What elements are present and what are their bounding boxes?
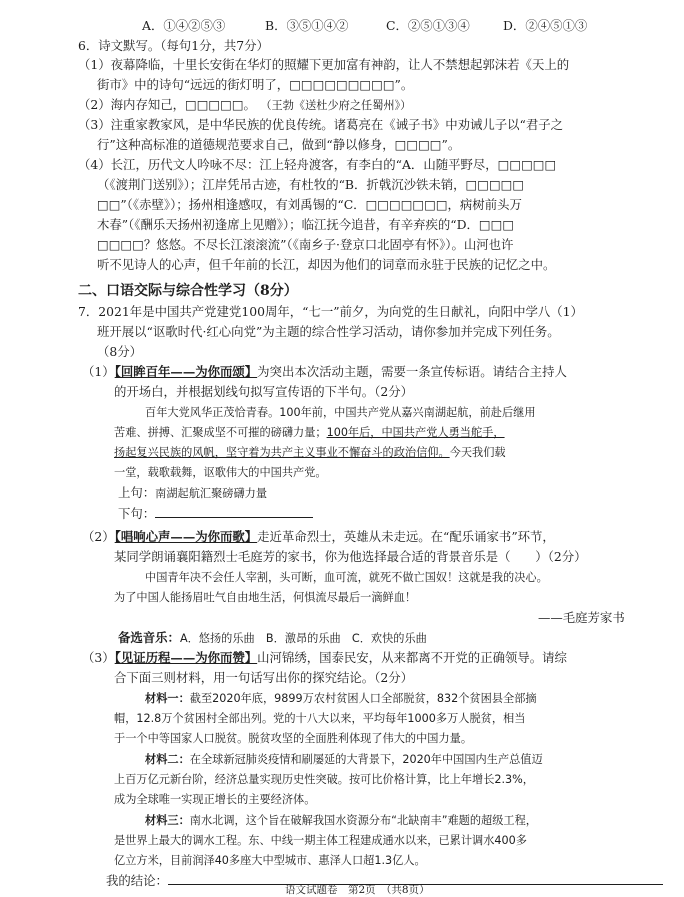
page-footer: 语文试题卷 第2页 （共8页） [285,884,430,896]
q7-intro-line3: （8分） [97,344,143,359]
host-speech-line3 [114,445,506,461]
material-3-label: 材料三： [145,814,190,827]
q6-s2 [78,97,411,114]
q6-s4-line1: （4）长江，历代文人吟咏不尽：江上轻舟渡客，有李白的“A．山随平野尽，□□□□□ [78,157,557,172]
q7-p1-line1 [82,364,567,380]
q6-s2-text: （2）海内存知己，□□□□□。 [78,97,256,112]
q7-p2-text2: 某同学朗诵襄阳籍烈士毛庭芳的家书，你为他选择最合适的背景音乐是（ ）（2分） [114,549,587,564]
q5-option-c: C．②⑤①③④ [386,18,470,33]
q6-s2-source: （王勃《送杜少府之任蜀州》） [265,99,412,112]
q7-p2-num: （2） [82,529,115,544]
material-3-line1 [145,813,537,829]
q7-p1-text2: 的开场白，并根据划线句拟写宣传语的下半句。（2分） [114,384,414,399]
q7-p2-head: 【唱响心声——为你而歌】 [114,529,258,544]
material-3-line3: 亿立方米，目前润泽40多座大中型城市、惠泽人口超1.3亿人。 [114,854,426,867]
material-2-text1: 在全球新冠肺炎疫情和刷屡延的大背景下，2020年中国国内生产总值迈 [189,753,543,766]
section-2-title: 二、口语交际与综合性学习（8分） [78,283,298,299]
q6-s1-line2: 街市》中的诗句“远远的街灯明了，□□□□□□□□□”。 [97,77,414,92]
material-2-line3: 成为全球唯一实现正增长的主要经济体。 [114,793,316,806]
lower-answer-blank[interactable] [155,505,313,518]
material-1-label: 材料一： [145,692,190,705]
host-speech-line2 [114,425,505,441]
lower-line [118,505,313,522]
host-speech-seg1: 苦难、拼搏、汇聚成坚不可摧的磅礴力量； [114,426,327,439]
music-options-list: A．悠扬的乐曲 B．激昂的乐曲 C．欢快的乐曲 [179,632,427,645]
q7-p2-text1: 走近革命烈士，英雄从未走远。在“配乐诵家书”环节， [257,529,555,544]
q6-s4-line6: 听不见诗人的心声，但千年前的长江，却因为他们的词章而永驻于民族的记忆之中。 [97,257,556,272]
q6-title: 6．诗文默写。（每句1分，共7分） [78,38,269,53]
q6-s4-line3: □□”（《赤壁》）；扬州相逢感叹，有刘禹锡的“C．□□□□□□□，病树前头万 [97,197,522,212]
music-options-label: 备选音乐： [118,630,180,645]
q7-p3-text2: 合下面三则材料，用一句话写出你的探究结论。（2分） [114,670,414,685]
music-options [118,630,427,647]
q5-option-b: B．③⑤①④② [265,18,349,33]
q5-option-a: A．①④②⑤③ [142,18,226,33]
q7-p1-text1: 为突出本次活动主题，需要一条宣传标语。请结合主持人 [257,364,567,379]
host-speech-line1: 百年大党风华正茂恰青春。100年前，中国共产党从嘉兴南湖起航，前赴后继用 [145,406,536,419]
material-2-line2: 上百万亿元新台阶，经济总量实现历史性突破。按可比价格计算，比上年增长2.3%， [114,773,534,786]
material-3-text1: 南水北调，这个旨在破解我国水资源分布“北缺南丰”难题的超级工程， [189,814,537,827]
host-speech-underlined-2: 扬起复兴民族的风帆，坚守着为共产主义事业不懈奋斗的政治信仰。 [114,446,450,459]
material-1-text1: 截至2020年底，9899万农村贫困人口全部脱贫，832个贫困县全部摘 [189,692,537,705]
upper-answer: 南湖起航汇聚磅礴力量 [155,487,268,500]
material-1-line2: 帽，12.8万个贫困村全部出列。党的十八大以来，平均每年1000多万人脱贫，相当 [114,712,526,725]
material-1-line3: 于一个中等国家人口脱贫。脱贫攻坚的全面胜利体现了伟大的中国力量。 [114,732,473,745]
q7-p1-num: （1） [82,364,115,379]
q7-p3-line1 [82,650,567,666]
material-2-line1 [145,752,543,768]
conclusion-label: 我的结论： [106,873,168,888]
host-speech-seg2: 今天我们载 [449,446,506,459]
q6-s1-line1: （1）夜幕降临，十里长安街在华灯的照耀下更加富有神韵，让人不禁想起郭沫若《天上的 [78,57,570,72]
material-1-line1 [145,691,537,707]
host-speech-line4: 一堂，载歌载舞，讴歌伟大的中国共产党。 [114,466,327,479]
q7-intro-line2: 班开展以“讴歌时代·红心向党”为主题的综合性学习活动，请你参加并完成下列任务。 [97,324,560,339]
letter-line1: 中国青年决不会任人宰割，头可断，血可流，就死不做亡国奴！这就是我的决心。 [145,571,548,584]
q7-p1-head: 【回眸百年——为你而颂】 [114,364,258,379]
letter-signature: ——毛庭芳家书 [538,610,625,625]
q6-s4-line2: （《渡荆门送别》）；江岸凭吊古迹，有杜牧的“B．折戟沉沙铁未销，□□□□□ [97,177,525,192]
q7-p2-line1 [82,529,555,545]
material-2-label: 材料二： [145,753,190,766]
upper-line [118,485,267,502]
q6-s4-line5: □□□□？悠悠。不尽长江滚滚流”（《南乡子·登京口北固亭有怀》）。山河也许 [97,237,514,252]
lower-label: 下句： [118,506,156,521]
letter-line2: 为了中国人能扬眉吐气自由地生活，何惧流尽最后一滴鲜血！ [114,591,417,604]
q5-option-d: D．②④⑤①③ [503,18,588,33]
q6-s3-line2: 行”这种高标准的道德规范要求自己，做到“静以修身，□□□□”。 [97,137,461,152]
q7-p3-text1: 山河锦绣，国泰民安，从来都离不开党的正确领导。请综 [257,650,567,665]
upper-label: 上句： [118,485,156,500]
q7-p3-num: （3） [82,650,115,665]
q6-s3-line1: （3）注重家教家风，是中华民族的优良传统。诸葛亮在《诫子书》中劝诫儿子以“君子之 [78,117,564,132]
q6-s4-line4: 木春”（《酬乐天扬州初逢席上见赠》）；临江抚今追昔，有辛弃疾的“D．□□□ [97,217,515,232]
material-3-line2: 是世界上最大的调水工程。东、中线一期主体工程建成通水以来，已累计调水400多 [114,834,527,847]
q7-intro-line1: 7．2021年是中国共产党建党100周年，“七一”前夕，为向党的生日献礼，向阳中学八（1） [78,304,583,319]
host-speech-underlined-1: 100年后，中国共产党人勇当舵手， [326,426,505,439]
q7-p3-head: 【见证历程——为你而赞】 [114,650,258,665]
